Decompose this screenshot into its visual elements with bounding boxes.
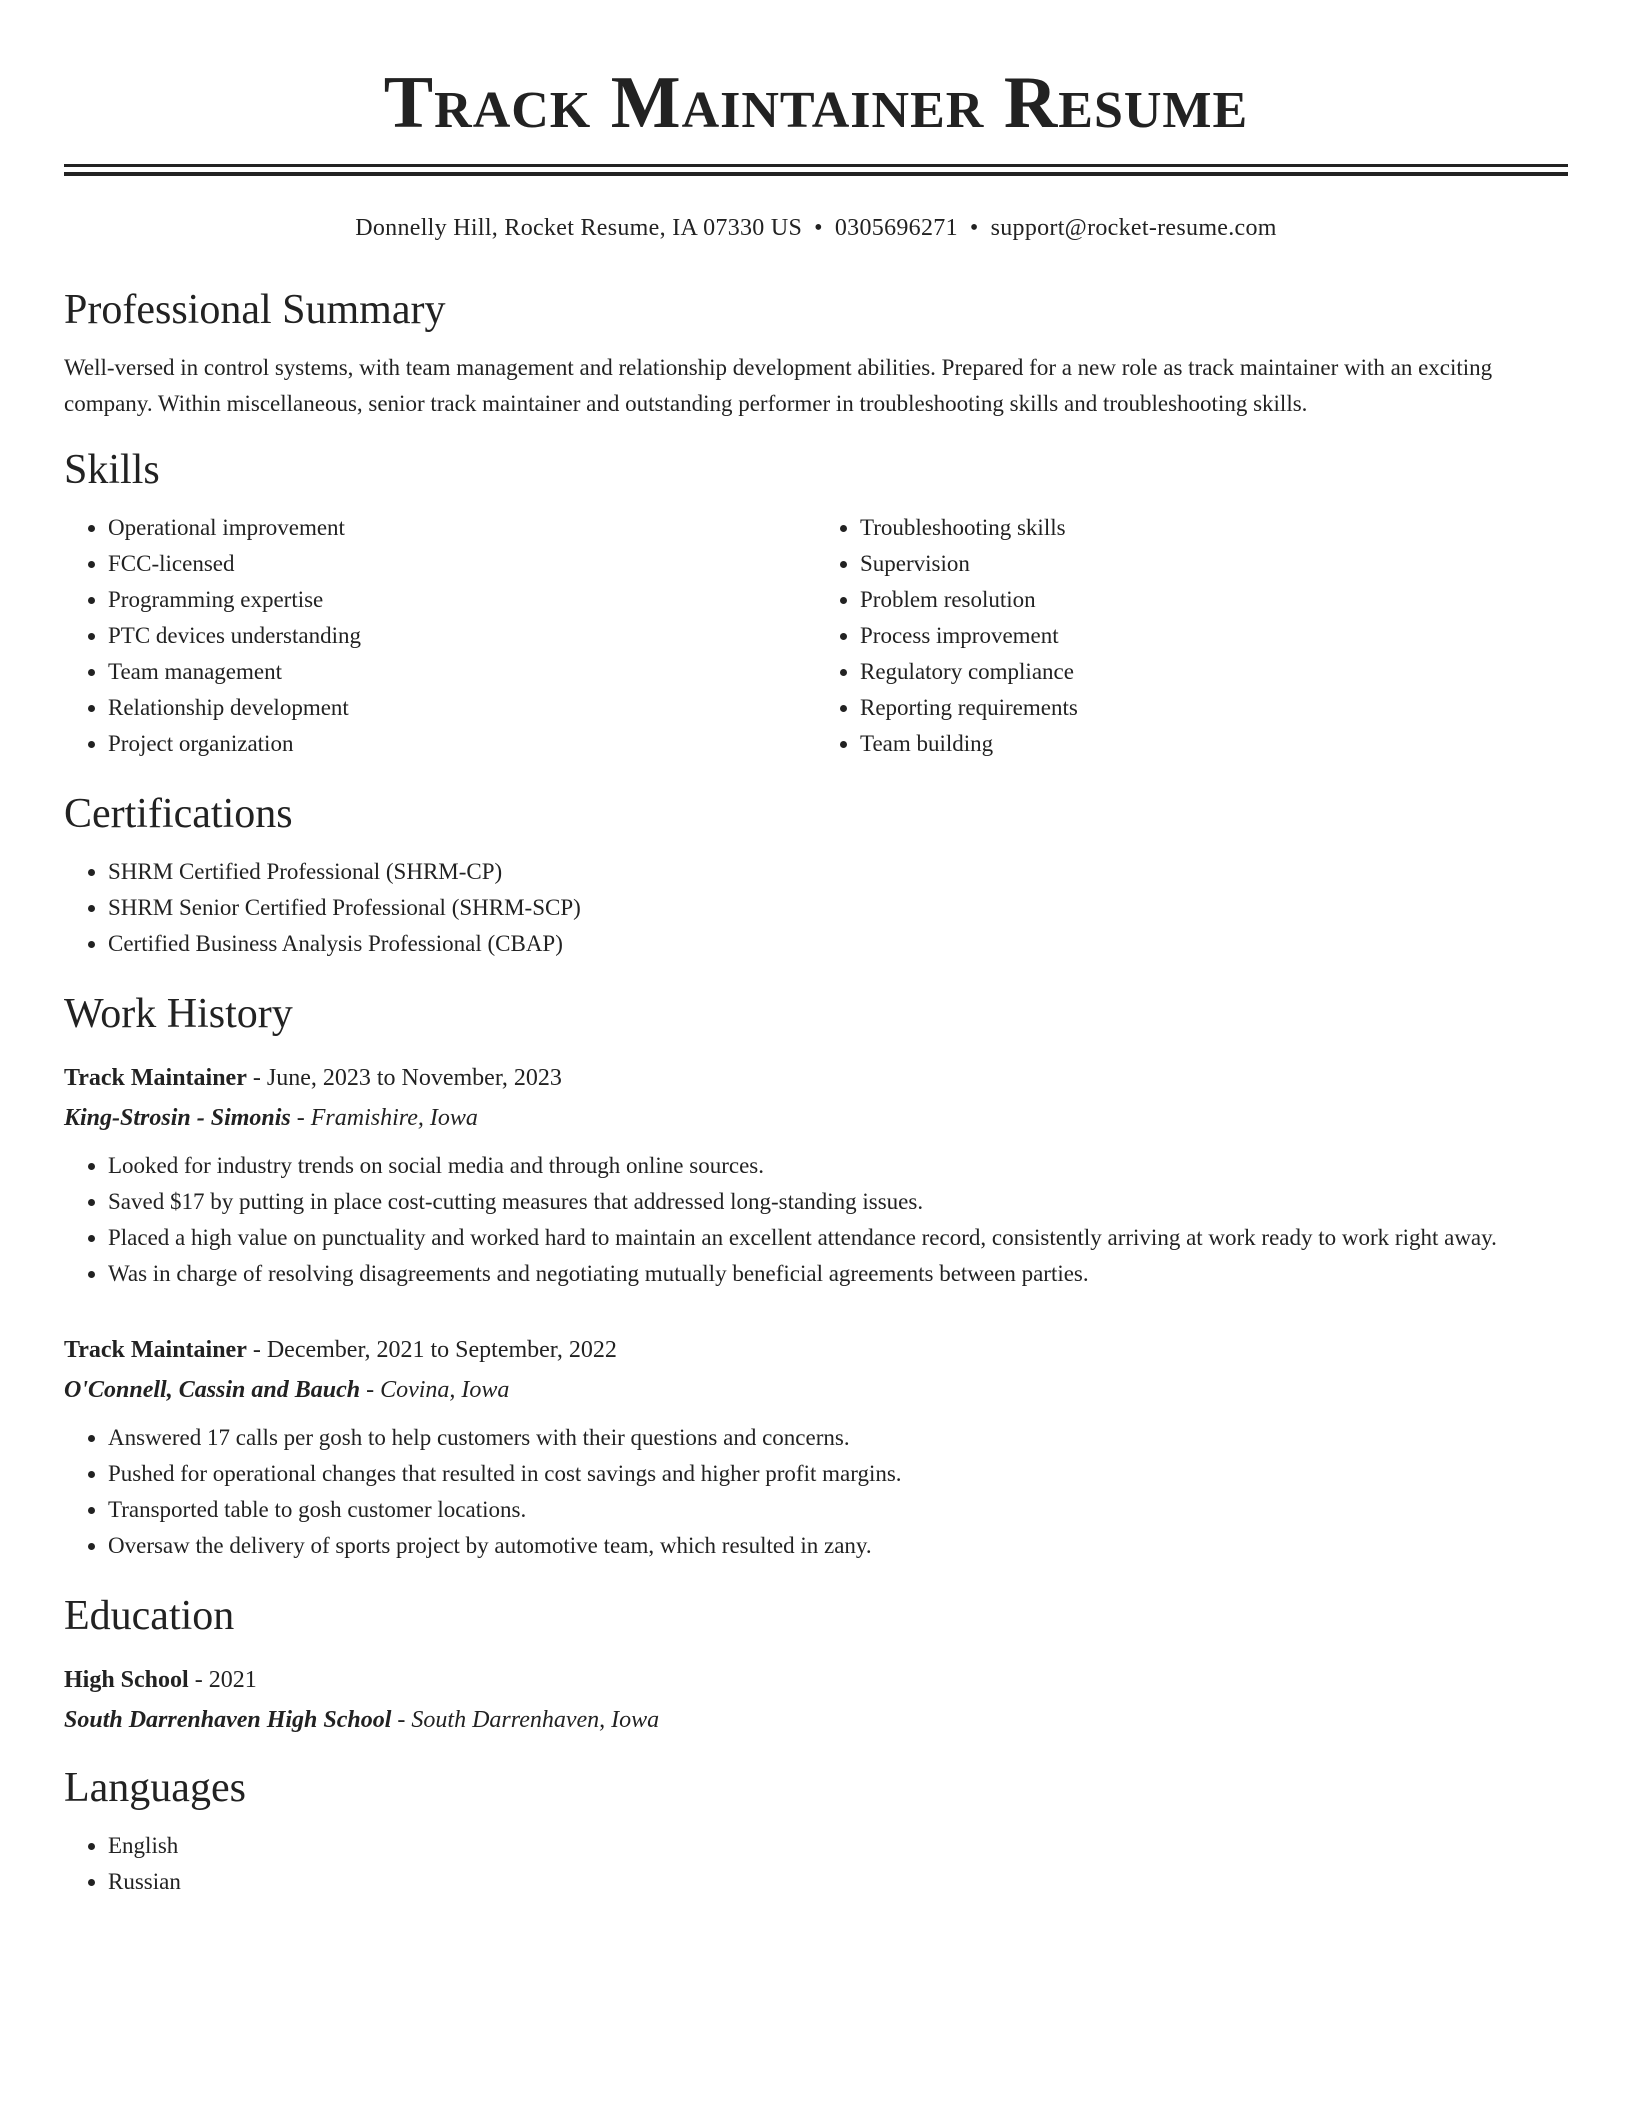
job-entry xyxy=(64,1058,1568,1292)
education-heading: Education xyxy=(64,1593,235,1639)
skill-item: • Process improvement xyxy=(860,618,1568,654)
job-entry xyxy=(64,1330,1568,1564)
certification-item: • Certified Business Analysis Professional (CBAP) xyxy=(108,926,1568,962)
certification-item: • SHRM Certified Professional (SHRM-CP) xyxy=(108,854,1568,890)
contact-address: Donnelly Hill, Rocket Resume, IA 07330 US xyxy=(355,215,803,241)
summary-heading: Professional Summary xyxy=(64,287,446,333)
skills-section xyxy=(64,444,1568,762)
certification-item: • SHRM Senior Certified Professional (SHRM-SCP) xyxy=(108,890,1568,926)
job-employer xyxy=(64,1370,1568,1410)
skill-item: • Programming expertise xyxy=(108,582,816,618)
skill-item: • Team building xyxy=(860,726,1568,762)
job-title: Track Maintainer xyxy=(64,1337,247,1363)
job-duties-list xyxy=(64,1420,1568,1564)
job-header xyxy=(64,1330,1568,1370)
languages-section xyxy=(64,1762,1568,1900)
certifications-list xyxy=(64,854,1568,962)
contact-phone: 0305696271 xyxy=(834,215,958,241)
certifications-heading: Certifications xyxy=(64,791,293,837)
contact-separator: • xyxy=(969,215,979,241)
languages-list xyxy=(64,1828,1568,1900)
job-dates: - June, 2023 to November, 2023 xyxy=(246,1065,562,1091)
education-institution xyxy=(64,1700,1568,1740)
job-duty: • Placed a high value on punctuality and worked hard to maintain an excellent attendance record, consistently arriving at work ready to work right away. xyxy=(108,1220,1568,1256)
summary-text: Well-versed in control systems, with team management and relationship development abilities. Prepared for a new role as track maintainer with an exciting company. Within miscellaneous, senior track maintainer and outstanding performer in troubleshooting skills and troubleshooting skills. xyxy=(64,355,1493,416)
skill-item: • Problem resolution xyxy=(860,582,1568,618)
languages-heading: Languages xyxy=(64,1765,246,1811)
skill-item: • Operational improvement xyxy=(108,510,816,546)
skill-item: • Relationship development xyxy=(108,690,816,726)
title-divider-top xyxy=(64,164,1568,167)
job-dates: - December, 2021 to September, 2022 xyxy=(246,1337,617,1363)
job-company: King-Strosin - Simonis xyxy=(64,1105,291,1131)
job-duty: • Oversaw the delivery of sports project by automotive team, which resulted in zany. xyxy=(108,1528,1568,1564)
education-school: South Darrenhaven High School xyxy=(64,1707,392,1733)
summary-section xyxy=(64,284,1568,422)
job-duty: • Was in charge of resolving disagreements and negotiating mutually beneficial agreements between parties. xyxy=(108,1256,1568,1292)
contact-separator: • xyxy=(814,215,823,241)
certifications-section xyxy=(64,788,1568,962)
skills-heading: Skills xyxy=(64,447,160,493)
title-divider-bottom xyxy=(64,172,1568,176)
job-duties-list xyxy=(64,1148,1568,1292)
job-duty: • Saved $17 by putting in place cost-cutting measures that addressed long-standing issues. xyxy=(108,1184,1568,1220)
skills-list-right xyxy=(816,510,1568,762)
job-company: O'Connell, Cassin and Bauch xyxy=(64,1377,361,1403)
education-location: - South Darrenhaven, Iowa xyxy=(391,1707,660,1733)
skill-item: • Troubleshooting skills xyxy=(860,510,1568,546)
skill-item: • FCC-licensed xyxy=(108,546,816,582)
job-location: - Framishire, Iowa xyxy=(290,1105,478,1131)
education-year: - 2021 xyxy=(188,1667,257,1693)
work-history-section xyxy=(64,988,1568,1564)
job-location: - Covina, Iowa xyxy=(360,1377,510,1403)
contact-email: support@rocket-resume.com xyxy=(990,215,1277,241)
education-degree: High School xyxy=(64,1667,189,1693)
skill-item: • Team management xyxy=(108,654,816,690)
education-entry xyxy=(64,1660,1568,1740)
job-duty: • Looked for industry trends on social media and through online sources. xyxy=(108,1148,1568,1184)
job-title: Track Maintainer xyxy=(64,1065,247,1091)
job-header xyxy=(64,1058,1568,1098)
education-header xyxy=(64,1660,1568,1700)
job-duty: • Transported table to gosh customer locations. xyxy=(108,1492,1568,1528)
education-section xyxy=(64,1590,1568,1740)
skill-item: • Supervision xyxy=(860,546,1568,582)
job-duty: • Pushed for operational changes that resulted in cost savings and higher profit margins. xyxy=(108,1456,1568,1492)
language-item: • English xyxy=(108,1828,1568,1864)
job-employer xyxy=(64,1098,1568,1138)
skill-item: • Regulatory compliance xyxy=(860,654,1568,690)
work-history-heading: Work History xyxy=(64,991,293,1037)
job-duty: • Answered 17 calls per gosh to help customers with their questions and concerns. xyxy=(108,1420,1568,1456)
skills-list-left xyxy=(64,510,816,762)
contact-line xyxy=(64,212,1568,244)
language-item: • Russian xyxy=(108,1864,1568,1900)
skill-item: • Reporting requirements xyxy=(860,690,1568,726)
skill-item: • PTC devices understanding xyxy=(108,618,816,654)
resume-title: Track Maintainer Resume xyxy=(383,62,1249,144)
skill-item: • Project organization xyxy=(108,726,816,762)
skills-grid xyxy=(64,510,1568,762)
